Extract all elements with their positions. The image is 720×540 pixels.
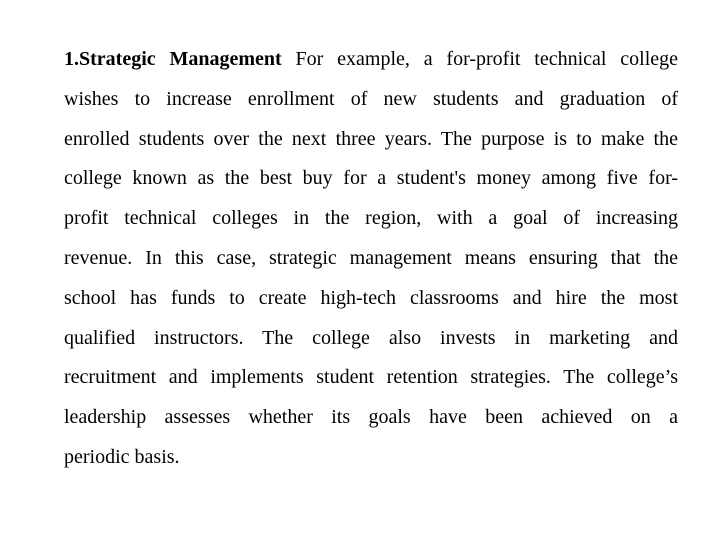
paragraph-line-text: For example, a for-profit technical college [295, 48, 679, 70]
paragraph-line-8: qualified instructors. The college also invests in marketing and [64, 326, 678, 349]
paragraph-line-2: wishes to increase enrollment of new students and graduation of [64, 87, 678, 110]
paragraph-line-1 [64, 40, 678, 80]
paragraph-line-6: revenue. In this case, strategic management means ensuring that the [64, 246, 678, 269]
paragraph-heading: 1.Strategic Management [64, 48, 282, 70]
paragraph-line-5: profit technical colleges in the region, with a goal of increasing [64, 207, 678, 230]
paragraph-line-7: school has funds to create high-tech classrooms and hire the most [64, 286, 678, 309]
paragraph-line-11: periodic basis. [64, 445, 180, 468]
paragraph-line-9: recruitment and implements student retention strategies. The college’s [64, 366, 678, 389]
paragraph-line-10: leadership assesses whether its goals have been achieved on a [64, 406, 678, 429]
body-paragraph [64, 40, 678, 478]
paragraph-line-4: college known as the best buy for a student's money among five for- [64, 167, 678, 190]
paragraph-line-3: enrolled students over the next three years. The purpose is to make the [64, 127, 678, 150]
